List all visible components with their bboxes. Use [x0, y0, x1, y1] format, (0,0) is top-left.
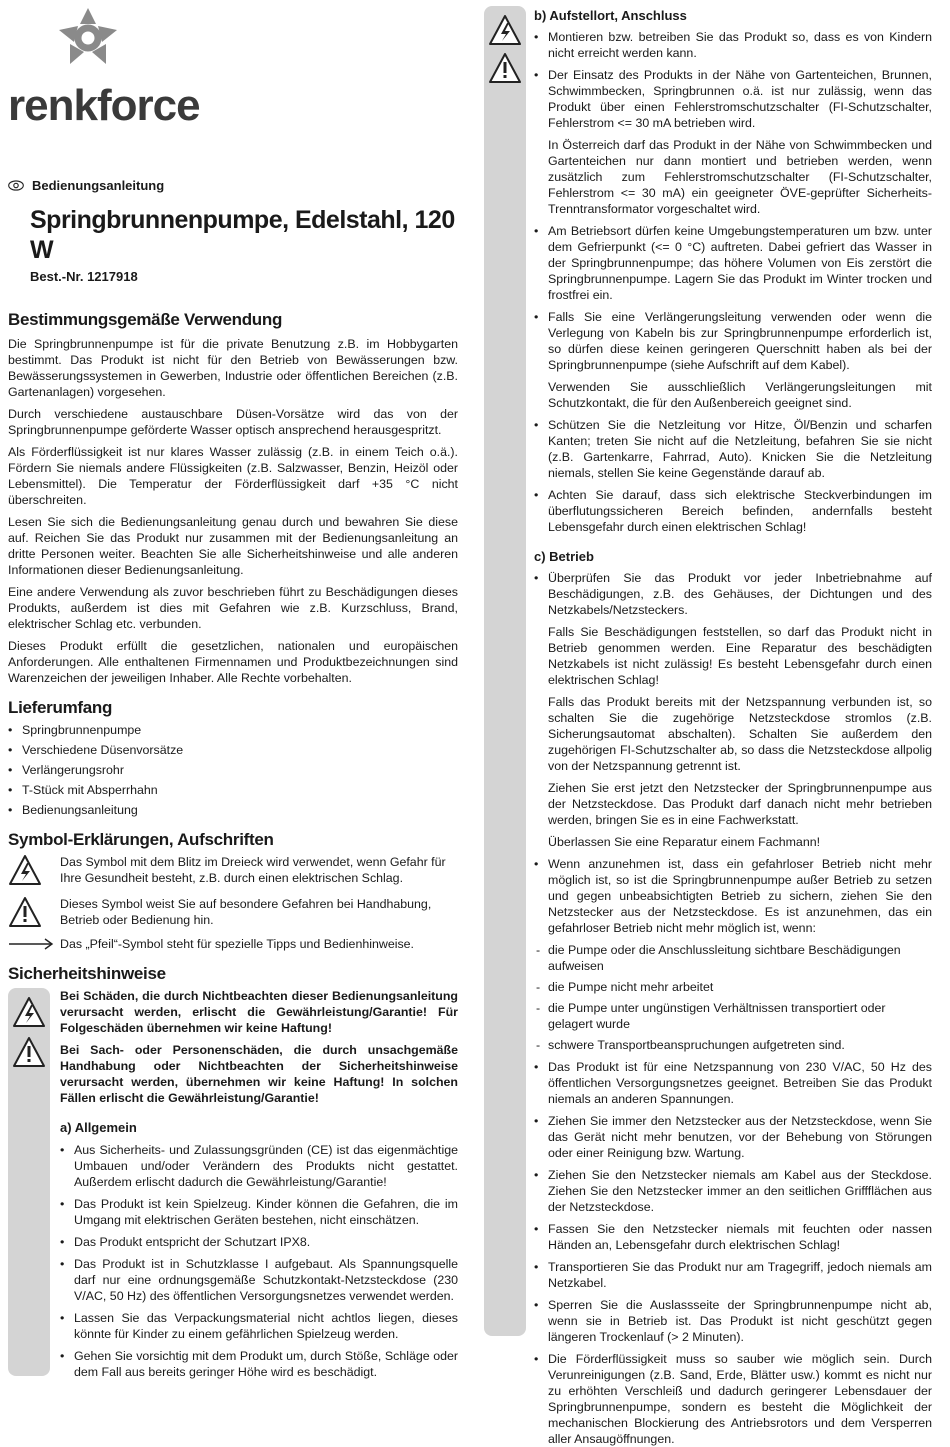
list-item: • Das Produkt ist in Schutzklasse I aufgebaut. Als Spannungsquelle darf nur eine ordnungsgemäße Schutzkontakt-Netzsteckdose (230 V/AC, 50 Hz) des öffentlichen Versorgungsnetzes verwendet werden. — [60, 1256, 458, 1304]
scope-section — [8, 698, 458, 818]
safety-block — [8, 988, 458, 1380]
arrow-icon — [8, 938, 54, 950]
exclamation-symbol-row — [8, 896, 458, 930]
list-item: - die Pumpe unter ungünstigen Verhältnissen transportiert oder gelagert wurde — [534, 1000, 932, 1032]
lightning-warning-icon — [12, 996, 46, 1028]
list-item: • Verlängerungsrohr — [8, 762, 458, 778]
list-item: • Das Produkt ist für eine Netzspannung von 230 V/AC, 50 Hz des öffentlichen Versorgungsnetzes geeignet. Betreiben Sie das Produkt niemals an anderen Spannungen. — [534, 1059, 932, 1107]
lightning-symbol-row — [8, 854, 458, 888]
arrow-text: Das „Pfeil“-Symbol steht für spezielle Tipps und Bedienhinweise. — [60, 937, 414, 951]
scope-heading: Lieferumfang — [8, 698, 113, 717]
list-item: • Der Einsatz des Produkts in der Nähe von Gartenteichen, Brunnen, Schwimmbecken, Springbrunnen o.ä. ist nur zulässig, wenn das Produkt über einen Fehlerstromschutzschalter (FI-Schutzschalter, Fehlerstrom <= 30 mA betrieben wird. — [534, 67, 932, 131]
list-item: • Die Förderflüssigkeit muss so sauber wie möglich sein. Durch Verunreinigungen (z.B. Sand, Erde, Blätter usw.) kommt es nicht nur zu erhöhten Verschleiß und dadurch geringerer Lebensdauer der Springbrunnenpumpe, sondern es besteht die Möglichkeit der mechanischen Blockierung des Antriebsrotors und dem Versperren aller Ansaugöffnungen. — [534, 1351, 932, 1447]
list-item: • Falls Sie eine Verlängerungsleitung verwenden oder wenn die Verlegung von Kabeln bis zur Springbrunnenpumpe erforderlich ist, so dürfen diese keinen geringeren Querschnitt haben als bei der Springbrunnenpumpe (siehe Aufschrift auf dem Kabel). — [534, 309, 932, 373]
brand-name: renkforce — [8, 81, 200, 130]
intended-use-section — [8, 310, 458, 686]
list-item: • Ziehen Sie immer den Netzstecker aus der Netzsteckdose, wenn Sie das Gerät nicht mehr benutzen, vor der Behebung von Störungen oder einer Reinigung bzw. Wartung. — [534, 1113, 932, 1161]
paragraph: Falls Sie Beschädigungen feststellen, so darf das Produkt nicht in Betrieb genommen werden. Eine Reparatur des beschädigten Netzkabels ist nicht zulässig! Es besteht Lebensgefahr durch einen elektrischen Schlag! — [548, 625, 932, 687]
exclamation-text: Dieses Symbol weist Sie auf besondere Gefahren bei Handhabung, Betrieb oder Bedienung hin. — [60, 897, 432, 927]
location-heading: b) Aufstellort, Anschluss — [534, 8, 687, 23]
eye-icon — [8, 180, 24, 191]
general-list — [60, 1142, 458, 1380]
paragraph: Verwenden Sie ausschließlich Verlängerungsleitungen mit Schutzkontakt, die für den Außenbereich geeignet sind. — [548, 380, 932, 410]
paragraph: Durch verschiedene austauschbare Düsen-Vorsätze wird das von der Springbrunnenpumpe geförderte Wasser optisch ansprechend herausgespritzt. — [8, 407, 458, 437]
list-item: • Schützen Sie die Netzleitung vor Hitze, Öl/Benzin und scharfen Kanten; treten Sie nicht auf die Netzleitung, befahren Sie sie nicht (z.B. Gartenkarre, Fahrrad, Auto). Knicken Sie die Netzleitung niemals, stellen Sie keine Gegenstände darauf ab. — [534, 417, 932, 481]
renkforce-logo — [8, 6, 200, 130]
operation-list — [534, 1059, 932, 1447]
safety-warning-1: Bei Schäden, die durch Nichtbeachten dieser Bedienungsanleitung verursacht werden, erlischt die Gewährleistung/Garantie! Für Folgeschäden übernehmen wir keine Haftung! — [60, 989, 458, 1035]
doc-type-label: Bedienungsanleitung — [32, 178, 165, 193]
paragraph: Ziehen Sie erst jetzt den Netzstecker der Springbrunnenpumpe aus der Netzsteckdose. Das Produkt darf danach nicht mehr betrieben werden, bringen Sie es in eine Fachwerkstatt. — [548, 781, 932, 827]
operation-list — [534, 570, 932, 618]
list-item: - schwere Transportbeanspruchungen aufgetreten sind. — [534, 1037, 932, 1053]
logo-mark-icon — [56, 6, 120, 70]
list-item: • Das Produkt entspricht der Schutzart IPX8. — [60, 1234, 458, 1250]
safety-heading: Sicherheitshinweise — [8, 964, 166, 983]
arrow-symbol-row — [8, 936, 458, 952]
exclamation-warning-icon — [488, 52, 522, 84]
doc-type — [8, 178, 458, 193]
paragraph: Eine andere Verwendung als zuvor beschrieben führt zu Beschädigungen dieses Produkts, außerdem ist dies mit Gefahren wie z.B. Kurzschluss, Brand, elektrischer Schlag etc. verbunden. — [8, 585, 458, 631]
list-item: • T-Stück mit Absperrhahn — [8, 782, 458, 798]
operation-heading: c) Betrieb — [534, 549, 594, 564]
list-item: - die Pumpe oder die Anschlussleitung sichtbare Beschädigungen aufweisen — [534, 942, 932, 974]
operation-list — [534, 856, 932, 936]
scope-list — [8, 722, 458, 818]
safety-section — [8, 964, 458, 1380]
lightning-warning-icon — [488, 14, 522, 46]
paragraph: Überlassen Sie eine Reparatur einem Fachmann! — [548, 835, 821, 849]
list-item: • Montieren bzw. betreiben Sie das Produkt so, dass es von Kindern nicht erreicht werden kann. — [534, 29, 932, 61]
order-number: Best.-Nr. 1217918 — [30, 269, 138, 284]
list-item: • Achten Sie darauf, dass sich elektrische Steckverbindungen im überflutungssicheren Bereich befinden, andernfalls besteht Lebensgefahr durch einen elektrischen Schlag! — [534, 487, 932, 535]
list-item: • Am Betriebsort dürfen keine Umgebungstemperaturen um bzw. unter dem Gefrierpunkt (<= 0 °C) auftreten. Dabei gefriert das Wasser in der Springbrunnenpumpe; das höhere Volumen von Eis zerstört die Springbrunnenpumpe. Lagern Sie das Produkt im Winter trocken und frostfrei ein. — [534, 223, 932, 303]
left-column — [8, 178, 458, 1380]
list-item: • Ziehen Sie den Netzstecker niemals am Kabel aus der Steckdose. Ziehen Sie den Netzstecker immer an den seitlichen Griffflächen aus der Netzsteckdose. — [534, 1167, 932, 1215]
location-list — [534, 29, 932, 131]
exclamation-warning-icon — [12, 1036, 46, 1068]
paragraph: Lesen Sie sich die Bedienungsanleitung genau durch und bewahren Sie diese auf. Reichen Sie das Produkt nur zusammen mit der Bedienungsanleitung an dritte Personen weiter. Beachten Sie alle Sicherheitshinweise und alle anderen Informationen dieser Bedienungsanleitung. — [8, 515, 458, 577]
list-item: • Wenn anzunehmen ist, dass ein gefahrloser Betrieb nicht mehr möglich ist, so ist die Springbrunnenpumpe außer Betrieb zu setzen und gegen unbeabsichtigten Betrieb zu sichern, ziehen Sie den Netzstecker aus der Netzsteckdose. Es ist anzunehmen, das ein gefahrloser Betrieb nicht mehr möglich ist, wenn: — [534, 856, 932, 936]
list-item: • Transportieren Sie das Produkt nur am Tragegriff, jedoch niemals am Netzkabel. — [534, 1259, 932, 1291]
exclamation-warning-icon — [8, 896, 42, 928]
list-item: • Gehen Sie vorsichtig mit dem Produkt um, durch Stöße, Schläge oder dem Fall aus bereits geringer Höhe wird es beschädigt. — [60, 1348, 458, 1380]
right-column — [534, 8, 932, 1447]
safety-warning-2: Bei Sach- oder Personenschäden, die durch unsachgemäße Handhabung oder Nichtbeachten der Sicherheitshinweise verursacht werden, übernehmen wir keine Haftung! In solchen Fällen erlischt die Gewährleistung/Garantie! — [60, 1043, 458, 1105]
paragraph: Als Förderflüssigkeit ist nur klares Wasser zulässig (z.B. in einem Teich o.ä.). Fördern Sie niemals andere Flüssigkeiten (z.B. Salzwasser, Benzin, Heizöl oder Lebensmittel). Die Temperatur der Förderflüssigkeit darf +35 °C nicht überschreiten. — [8, 445, 458, 507]
intended-use-heading: Bestimmungsgemäße Verwendung — [8, 310, 283, 329]
condition-list — [534, 942, 932, 1053]
list-item: - die Pumpe nicht mehr arbeitet — [534, 979, 932, 995]
paragraph: Falls das Produkt bereits mit der Netzspannung verbunden ist, so schalten Sie die zugehörige Netzsteckdose stromlos (z.B. Sicherungsautomat abschalten). Schalten Sie außerdem den zugehörigen FI-Schutzschalter ab, so dass die Netzsteckdose allpolig von der Netzspannung getrennt ist. — [548, 695, 932, 773]
location-list — [534, 223, 932, 373]
general-heading: a) Allgemein — [60, 1120, 137, 1135]
location-list — [534, 417, 932, 535]
list-item: • Springbrunnenpumpe — [8, 722, 458, 738]
list-item: • Verschiedene Düsenvorsätze — [8, 742, 458, 758]
paragraph: Dieses Produkt erfüllt die gesetzlichen, nationalen und europäischen Anforderungen. Alle enthaltenen Firmennamen und Produktbezeichnungen sind Warenzeichen der jeweiligen Inhaber. Alle Rechte vorbehalten. — [8, 639, 458, 685]
symbols-section — [8, 830, 458, 952]
lightning-text: Das Symbol mit dem Blitz im Dreieck wird verwendet, wenn Gefahr für Ihre Gesundheit besteht, z.B. durch einen elektrischen Schlag. — [60, 855, 446, 885]
list-item: • Fassen Sie den Netzstecker niemals mit feuchten oder nassen Händen an, Lebensgefahr durch elektrischen Schlag! — [534, 1221, 932, 1253]
paragraph: Die Springbrunnenpumpe ist für die private Benutzung z.B. im Hobbygarten bestimmt. Das Produkt ist nicht für den Betrieb von Bewässerungen bzw. Bewässerungssystemen in Gewerben, Industrie oder öffentlichen Bereichen (z.B. Gartenanlagen) vorgesehen. — [8, 337, 458, 399]
page-title: Springbrunnenpumpe, Edelstahl, 120 W — [30, 206, 455, 264]
list-item: • Lassen Sie das Verpackungsmaterial nicht achtlos liegen, dieses könnte für Kinder zu einem gefährlichen Spielzeug werden. — [60, 1310, 458, 1342]
symbols-heading: Symbol-Erklärungen, Aufschriften — [8, 830, 274, 849]
lightning-warning-icon — [8, 854, 42, 886]
list-item: • Überprüfen Sie das Produkt vor jeder Inbetriebnahme auf Beschädigungen, z.B. des Gehäuses, der Dichtungen und des Netzkabels/Netzsteckers. — [534, 570, 932, 618]
list-item: • Aus Sicherheits- und Zulassungsgründen (CE) ist das eigenmächtige Umbauen und/oder Verändern des Produkts nicht gestattet. Außerdem erlischt dadurch die Gewährleistung/Garantie! — [60, 1142, 458, 1190]
list-item: • Das Produkt ist kein Spielzeug. Kinder können die Gefahren, die im Umgang mit elektrischen Geräten bestehen, nicht einschätzen. — [60, 1196, 458, 1228]
list-item: • Sperren Sie die Auslassseite der Springbrunnenpumpe nicht ab, wenn sie in Betrieb ist. Das Produkt ist nicht geschützt gegen längeren Trockenlauf (> 2 Minuten). — [534, 1297, 932, 1345]
margin-strip — [484, 6, 526, 1336]
paragraph: In Österreich darf das Produkt in der Nähe von Schwimmbecken und Gartenteichen nur dann montiert und betrieben werden, wenn zusätzlich zum Fehlerstromschutzschalter (FI-Schutzschalter, Fehlerstrom <= 30 mA) ein geeigneter ÖVE-geprüfter Sicherheits-Trenntransformator vorgeschaltet wird. — [548, 138, 932, 216]
list-item: • Bedienungsanleitung — [8, 802, 458, 818]
